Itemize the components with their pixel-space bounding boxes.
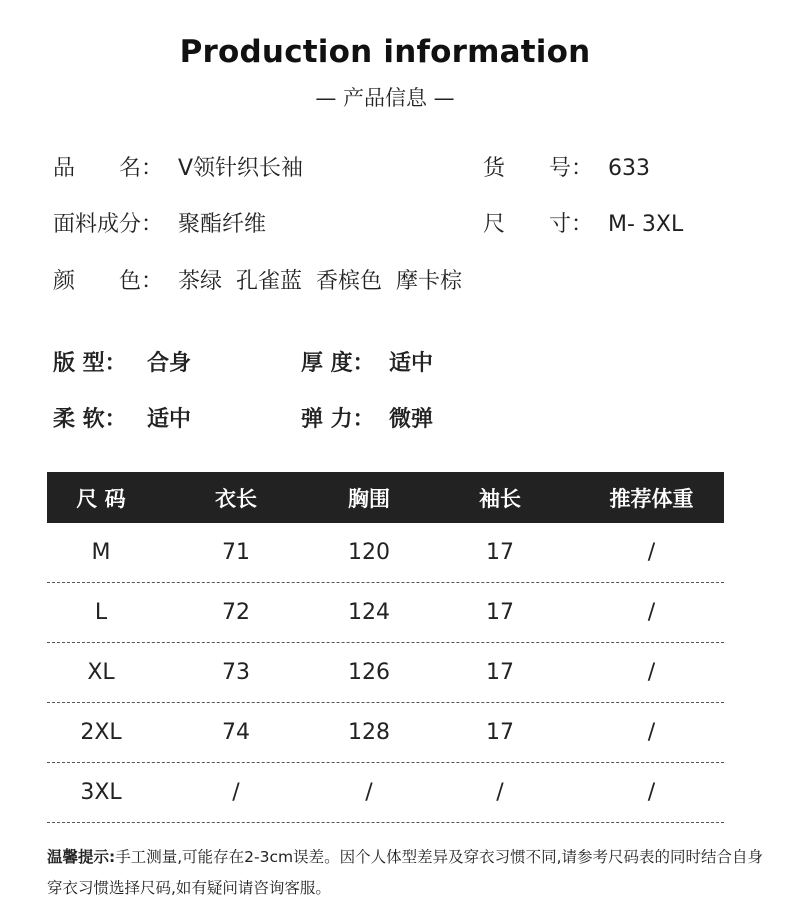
table-row (47, 703, 724, 763)
header-sleeve: 袖长 (479, 486, 521, 511)
cell-chest: 126 (348, 660, 390, 685)
cell-chest: / (365, 780, 373, 805)
thickness-row (301, 346, 433, 377)
product-name-value: V领针织长袖 (178, 156, 304, 181)
cell-sleeve: 17 (486, 660, 514, 685)
softness-value: 适中 (147, 407, 192, 432)
size-range-value: M- 3XL (608, 212, 684, 237)
cell-length: 72 (222, 600, 250, 625)
cell-sleeve: 17 (486, 720, 514, 745)
page-subtitle: — 产品信息 — (315, 86, 455, 110)
cell-weight: / (647, 720, 656, 745)
fit-label: 版 型： (53, 351, 127, 376)
cell-chest: 128 (348, 720, 390, 745)
color-label: 颜 色： (53, 269, 164, 294)
table-header (47, 472, 724, 523)
product-name-label: 品 名： (53, 156, 164, 181)
header-chest: 胸围 (348, 486, 390, 511)
cell-length: / (232, 780, 240, 805)
measurement-note (47, 842, 767, 904)
page-title: Production information (179, 34, 591, 70)
item-number-row (483, 151, 650, 182)
cell-size: 3XL (80, 780, 122, 805)
table-row (47, 523, 724, 583)
cell-sleeve: 17 (486, 600, 514, 625)
thickness-value: 适中 (389, 351, 434, 376)
cell-length: 74 (222, 720, 250, 745)
header-size: 尺 码 (76, 486, 126, 511)
size-table (47, 472, 724, 823)
material-label: 面料成分： (53, 212, 164, 237)
elasticity-value: 微弹 (389, 407, 434, 432)
cell-weight: / (647, 600, 656, 625)
cell-weight: / (647, 540, 656, 565)
item-number-value: 633 (608, 156, 650, 181)
cell-chest: 120 (348, 540, 390, 565)
item-number-label: 货 号： (483, 156, 594, 181)
cell-length: 71 (222, 540, 250, 565)
elasticity-row (301, 402, 433, 433)
table-row (47, 763, 724, 823)
color-row (53, 264, 462, 295)
header-length: 衣长 (215, 486, 257, 511)
color-value: 茶绿 孔雀蓝 香槟色 摩卡棕 (178, 269, 462, 294)
note-label: 温馨提示: (47, 848, 116, 866)
product-name-row (53, 151, 303, 182)
cell-size: L (94, 600, 108, 625)
material-row (53, 207, 266, 238)
table-row (47, 643, 724, 703)
cell-sleeve: 17 (486, 540, 514, 565)
softness-row (53, 402, 191, 433)
thickness-label: 厚 度： (301, 351, 375, 376)
cell-length: 73 (222, 660, 250, 685)
cell-size: M (91, 540, 111, 565)
table-row (47, 583, 724, 643)
cell-size: 2XL (80, 720, 122, 745)
fit-value: 合身 (147, 351, 192, 376)
cell-sleeve: / (496, 780, 504, 805)
cell-weight: / (647, 780, 656, 805)
cell-size: XL (87, 660, 115, 685)
size-range-label: 尺 寸： (483, 212, 594, 237)
header-weight: 推荐体重 (609, 486, 694, 511)
cell-chest: 124 (348, 600, 390, 625)
fit-row (53, 346, 191, 377)
elasticity-label: 弹 力： (301, 407, 375, 432)
softness-label: 柔 软： (53, 407, 127, 432)
size-range-row (483, 207, 683, 238)
note-text: 手工测量,可能存在2-3cm误差。因个人体型差异及穿衣习惯不同,请参考尺码表的同时结合自身穿衣习惯选择尺码,如有疑问请咨询客服。 (47, 848, 763, 897)
cell-weight: / (647, 660, 656, 685)
material-value: 聚酯纤维 (178, 212, 267, 237)
